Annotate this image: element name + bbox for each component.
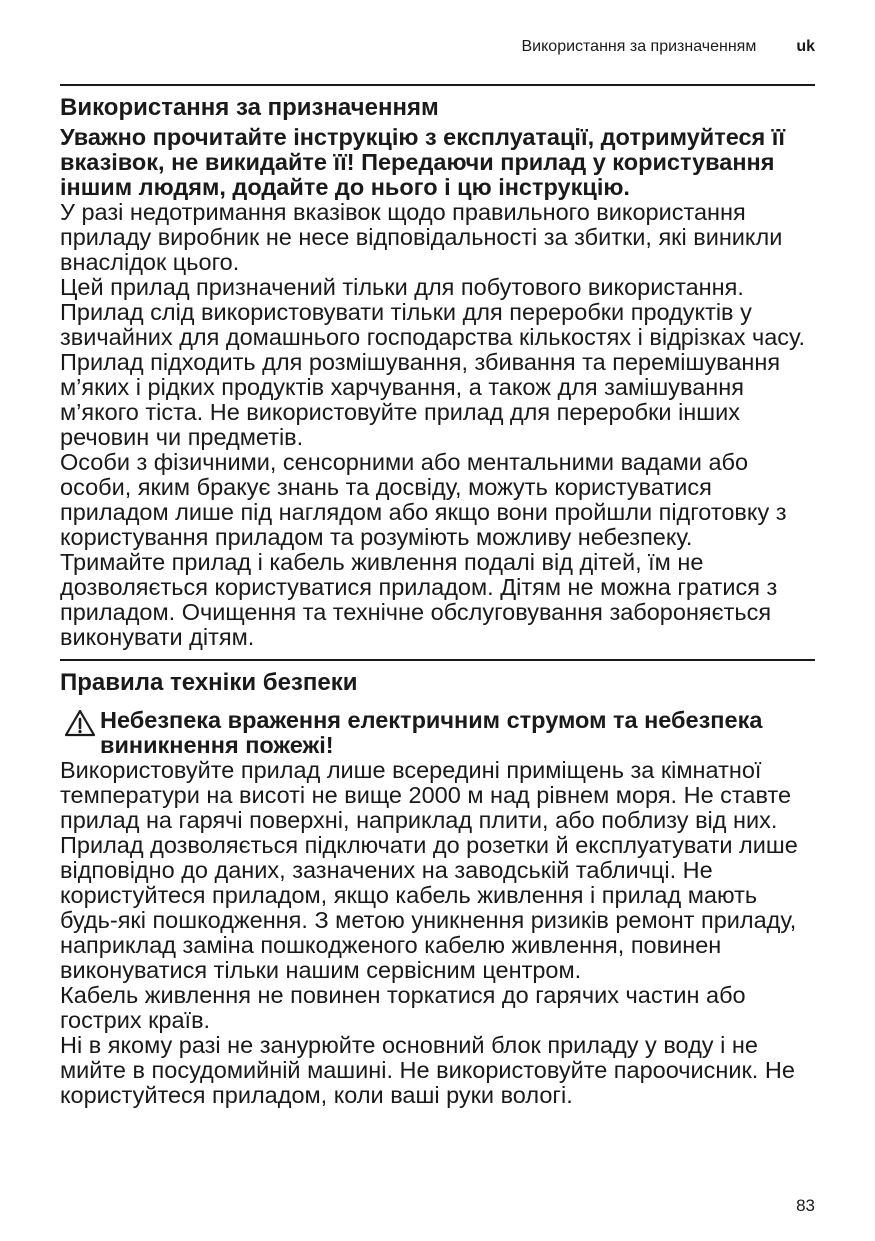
section-intended-use [60,93,815,650]
paragraph: Ні в якому разі не занурюйте основний блок приладу у воду і не мийте в посудомийній машині. Не використовуйте пароочисник. Не користуйтеся приладом, коли ваші руки вологі. [60,1032,795,1108]
paragraph: Тримайте прилад і кабель живлення подалі від дітей, їм не дозволяється користуватися приладом. Дітям не можна гратися з приладом. Очищення та технічне обслуговування забороняється виконувати дітям. [60,549,778,650]
page-content [60,84,815,1108]
section-title: Використання за призначенням [60,94,439,121]
paragraph: Використовуйте прилад лише всередині приміщень за кімнатної температури на висоті не вище 2000 м над рівнем моря. Не ставте прилад на гарячі поверхні, наприклад плити, або поблизу від них. [60,757,792,833]
warning-title: Небезпека враження електричним струмом та небезпека виникнення пожежі! [100,707,763,758]
running-title: Використання за призначенням [521,38,757,55]
paragraph: У разі недотримання вказівок щодо правильного використання приладу виробник не несе відповідальності за збитки, які виникли внаслідок цього. [60,199,783,275]
paragraph: Прилад дозволяється підключати до розетки й експлуатувати лише відповідно до даних, зазначених на заводській табличці. Не користуйтеся приладом, якщо кабель живлення і прилад мають будь-які пошкодження. З метою уникнення ризиків ремонт приладу, наприклад заміна пошкодженого кабелю живлення, повинен виконуватися тільки нашим сервісним центром. [60,832,798,983]
language-code: uk [796,38,815,55]
section-title: Правила техніки безпеки [60,669,358,696]
warning-triangle-icon [60,709,100,737]
paragraph: Особи з фізичними, сенсорними або ментальними вадами або особи, яким бракує знань та досвіду, можуть користуватися приладом лише під наглядом або якщо вони пройшли підготовку з користування приладом та розуміють можливу небезпеку. [60,449,787,550]
section-safety-rules [60,668,815,1108]
paragraph: Цей прилад призначений тільки для побутового використання. Прилад слід використовувати тільки для переробки продуктів у звичайних для домашнього господарства кількостях і відрізках часу. Прилад підходить для розмішування, збивання та перемішування м’яких і рідких продуктів харчування, а також для замішування м’якого тіста. Не використовуйте прилад для переробки інших речовин чи предметів. [60,274,805,450]
running-header [60,38,815,56]
section-divider [60,84,815,86]
page-number: 83 [796,1196,815,1215]
section-divider [60,659,815,661]
lead-paragraph: Уважно прочитайте інструкцію з експлуатації, дотримуйтеся її вказівок, не викидайте її! Передаючи прилад у користування іншим людям, додайте до нього і цю інструкцію. [60,124,786,200]
paragraph: Кабель живлення не повинен торкатися до гарячих частин або гострих країв. [60,982,746,1033]
warning-block [60,708,815,758]
